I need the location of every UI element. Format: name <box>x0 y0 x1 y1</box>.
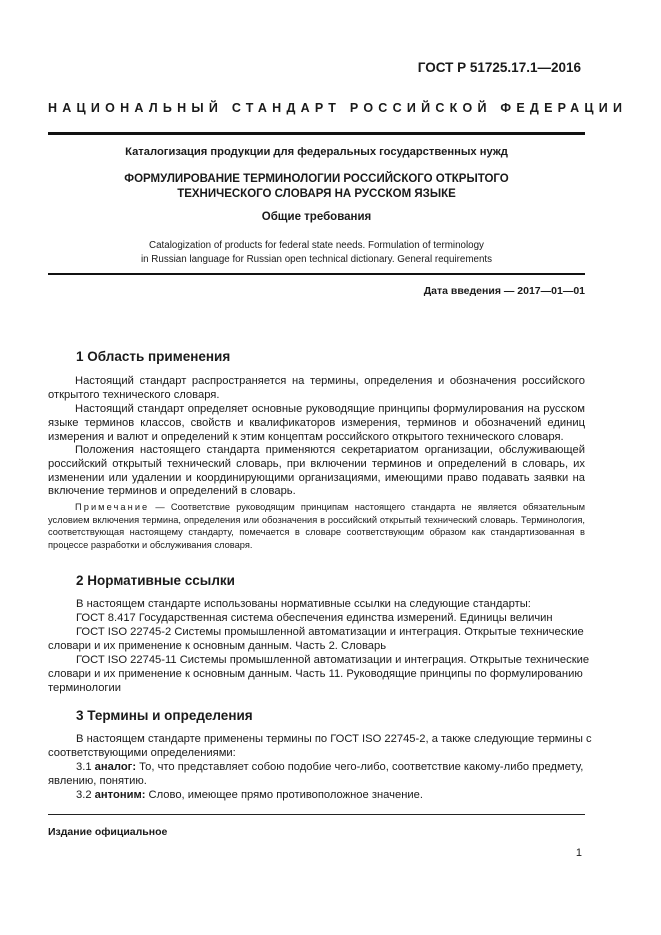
subject-line: Каталогизация продукции для федеральных государственных нужд <box>125 146 508 158</box>
reference-gost-8417: ГОСТ 8.417 Государственная система обеспечения единства измерений. Единицы величин <box>76 612 553 624</box>
section-1-paragraph-1: Настоящий стандарт распространяется на термины, определения и обозначения российского открытого технического словаря. <box>48 375 585 401</box>
official-edition-label: Издание официальное <box>48 826 168 838</box>
term-antonym: антоним: <box>94 789 146 801</box>
reference-iso-22745-2-line2: словари и их применение к основным данным. Часть 2. Словарь <box>48 640 387 652</box>
section-1-note <box>48 501 585 551</box>
header-rule <box>48 132 585 135</box>
terms-intro-line2: соответствующими определениями: <box>48 747 236 759</box>
reference-iso-22745-11-line2: словари и их применение к основным данным. Часть 11. Руководящие принципы по формулированию <box>48 668 583 680</box>
term-3-2: 3.2 антоним: Слово, имеющее прямо противоположное значение. <box>76 789 423 801</box>
page-number: 1 <box>575 847 582 859</box>
terms-intro-line1: В настоящем стандарте применены термины по ГОСТ ISO 22745-2, а также следующие термины с <box>76 733 592 745</box>
title-block-rule <box>48 273 585 275</box>
reference-iso-22745-2-line1: ГОСТ ISO 22745-2 Системы промышленной автоматизации и интеграция. Открытые технические <box>76 626 584 638</box>
reference-iso-22745-11-line3: терминологии <box>48 682 121 694</box>
term-3-1: 3.1 аналог: То, что представляет собою подобие чего-либо, соответствие какому-либо предмету, <box>76 761 584 773</box>
section-1-paragraph-2: Настоящий стандарт определяет основные руководящие принципы формулирования на русском языке терминов классов, свойств и квалификаторов измерения, терминов и обозначений единиц измерения и валют и определений к этим концептам российского открытого технического словаря. <box>48 403 585 443</box>
english-title-line1: Catalogization of products for federal state needs. Formulation of terminology <box>149 240 484 251</box>
note-text: — Соответствие руководящим принципам настоящего стандарта не является обязательным условием включения термина, определения или обозначения в российский открытый технический словарь. Терминология, соответствующая настоящему стандарту, помечается в словаре соответствующим образом как стандартизованная в процессе разработки и обслуживания словаря. <box>48 502 585 550</box>
reference-iso-22745-11-line1: ГОСТ ISO 22745-11 Системы промышленной автоматизации и интеграция. Открытые технические <box>76 654 590 666</box>
footer-rule <box>48 814 585 815</box>
section-1-heading: 1 Область применения <box>76 349 231 364</box>
normative-intro: В настоящем стандарте использованы нормативные ссылки на следующие стандарты: <box>76 598 531 610</box>
english-title <box>48 239 585 267</box>
national-standard-title: НАЦИОНАЛЬНЫЙ СТАНДАРТ РОССИЙСКОЙ ФЕДЕРАЦИИ <box>48 101 628 115</box>
main-title <box>48 172 585 202</box>
english-title-line2: in Russian language for Russian open technical dictionary. General requirements <box>140 254 493 265</box>
document-number: ГОСТ Р 51725.17.1—2016 <box>417 60 581 75</box>
section-2-heading: 2 Нормативные ссылки <box>76 573 235 588</box>
subtitle: Общие требования <box>261 211 372 223</box>
section-3-heading: 3 Термины и определения <box>76 708 253 723</box>
main-title-line2: ТЕХНИЧЕСКОГО СЛОВАРЯ НА РУССКОМ ЯЗЫКЕ <box>177 188 456 200</box>
introduction-date: Дата введения — 2017—01—01 <box>423 285 585 297</box>
main-title-line1: ФОРМУЛИРОВАНИЕ ТЕРМИНОЛОГИИ РОССИЙСКОГО ОТКРЫТОГО <box>124 173 509 185</box>
term-analog: аналог: <box>94 761 137 773</box>
section-1-paragraph-3: Положения настоящего стандарта применяются секретариатом организации, обслуживающей российский открытый технический словарь, при включении терминов и определений в словарь, их изменении или удалении и координирующими организациями, имеющими право подавать заявки на включение терминов и определений в словарь. <box>48 444 585 498</box>
term-3-1-continuation: явлению, понятию. <box>48 775 147 787</box>
note-label: Примечание <box>75 502 150 512</box>
